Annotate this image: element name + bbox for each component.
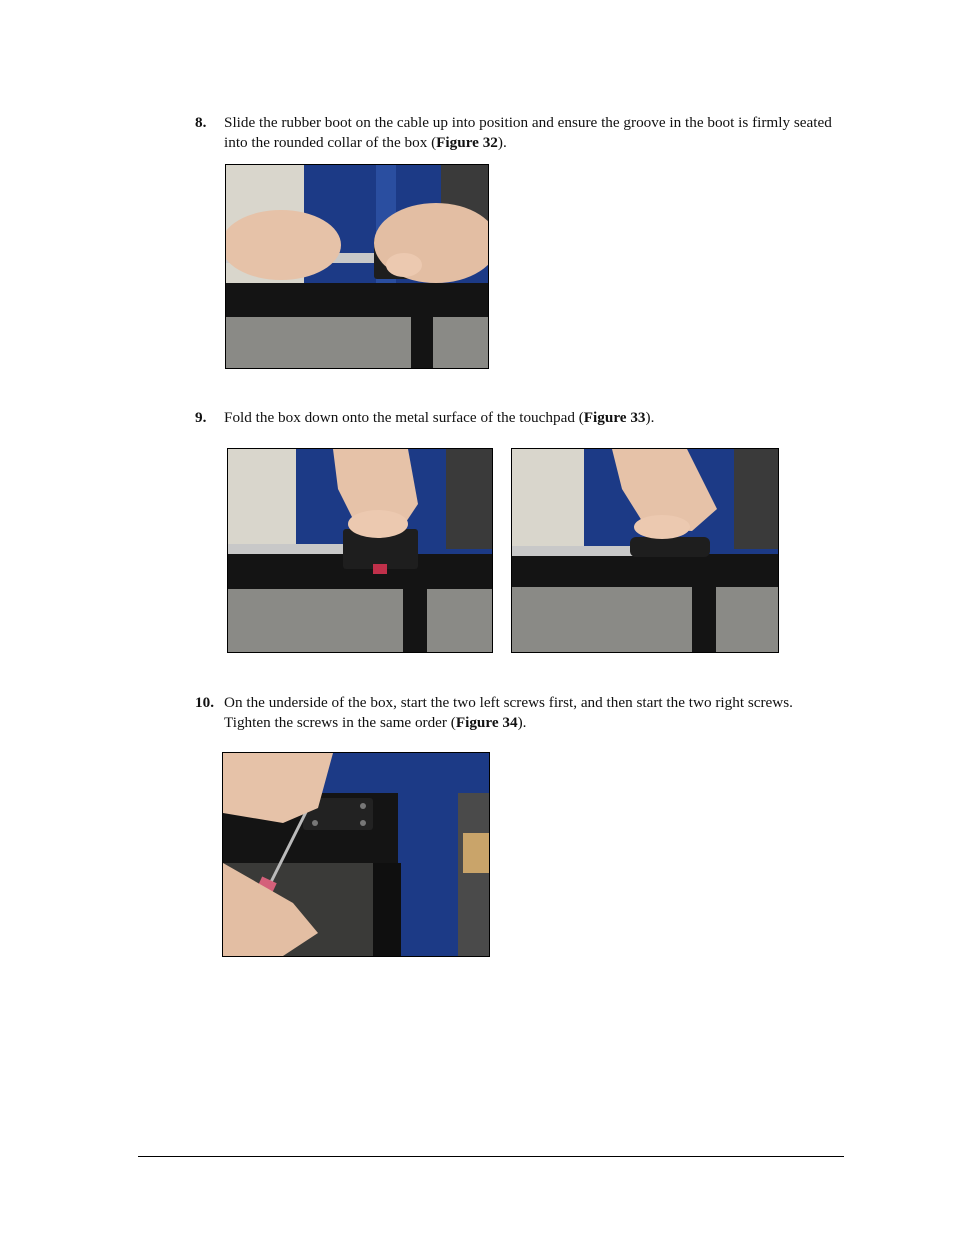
footer-rule [138,1156,844,1157]
figure-33-photo-right [511,448,779,653]
step-text: Fold the box down onto the metal surface of the touchpad (Figure 33). [224,409,655,426]
step-10 [195,693,835,733]
step-number: 9. [195,409,207,426]
figure-32-photo [225,164,489,369]
step-8 [195,113,835,153]
step-text: On the underside of the box, start the two left screws first, and then start the two right screws. Tighten the screws in the same order (Figure 34). [224,694,793,731]
step-number: 10. [195,694,214,711]
figure-reference: Figure 33 [583,409,646,426]
figure-34-photo [222,752,490,957]
figure-reference: Figure 34 [455,714,518,731]
step-9 [195,408,835,428]
figure-reference: Figure 32 [436,134,498,151]
step-number: 8. [195,114,207,131]
figure-33-photo-left [227,448,493,653]
step-text: Slide the rubber boot on the cable up into position and ensure the groove in the boot is firmly seated into the rounded collar of the box (Figure 32). [224,114,832,151]
